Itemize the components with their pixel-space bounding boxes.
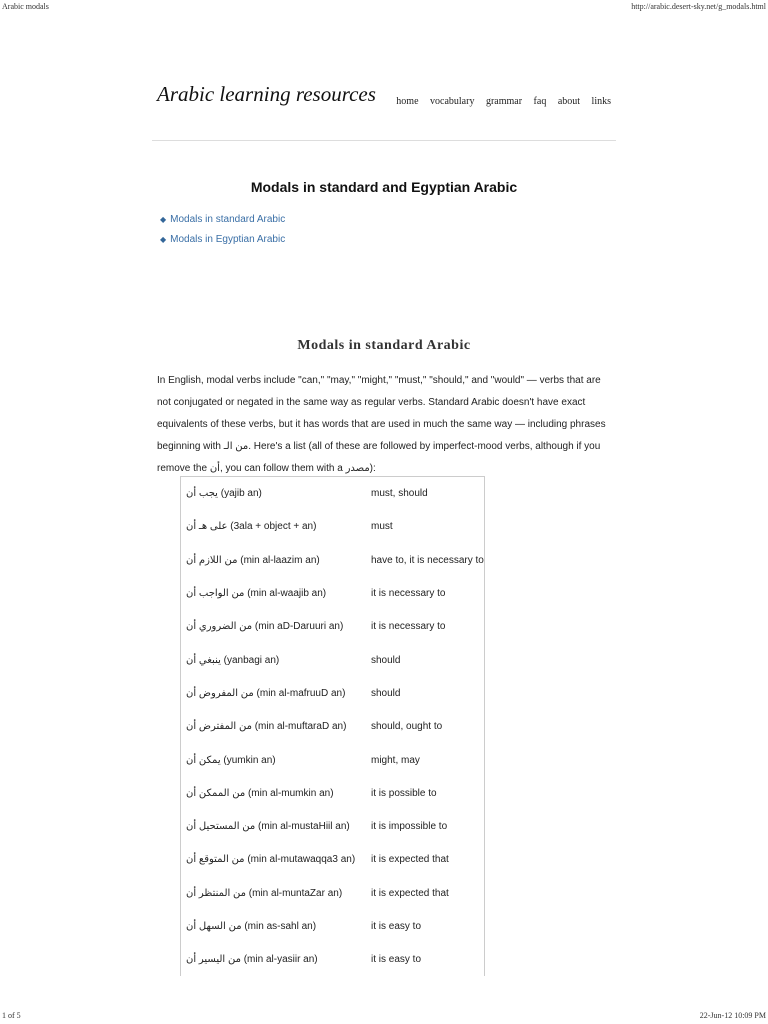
toc-item <box>160 214 285 225</box>
modal-phrase: على هـ أن (3ala + object + an) <box>186 521 317 533</box>
table-row <box>181 610 485 643</box>
table-row <box>181 777 485 810</box>
modal-meaning: have to, it is necessary to <box>371 554 484 566</box>
modal-phrase: ينبغي أن (yanbagi an) <box>186 654 280 666</box>
main-nav <box>387 96 611 107</box>
modal-phrase: من المتوقع أن (min al-mutawaqqa3 an) <box>186 854 356 866</box>
site-title[interactable]: Arabic learning resources <box>157 82 376 106</box>
print-datetime: 22-Jun-12 10:09 PM <box>699 1011 766 1020</box>
diamond-bullet-icon: ◆ <box>160 215 167 224</box>
modal-meaning: might, may <box>371 754 420 766</box>
table-row <box>181 577 485 610</box>
intro-paragraph: In English, modal verbs include "can," "may," "might," "must," "should," and "would" — verbs that are not conjugated or negated in the same way as regular verbs. Standard Arabic doesn't have exact equivalents of these verbs, but it has words that are used in much the same way — including phrases beginning with من الـ. Here's a list (all of these are followed by imperfect-mood verbs, although if you remove the أن, you can follow them with a مصدر): <box>157 375 606 474</box>
modal-meaning: should, ought to <box>371 721 443 733</box>
modal-meaning: should <box>371 654 401 666</box>
modal-phrase: من الضروري أن (min aD-Daruuri an) <box>186 621 344 633</box>
table-row <box>181 910 485 943</box>
nav-links[interactable]: links <box>591 96 611 107</box>
modal-phrase: من المفترض أن (min al-muftaraD an) <box>186 721 347 733</box>
modal-phrase: يجب أن (yajib an) <box>186 488 262 500</box>
modal-meaning: it is necessary to <box>371 621 446 633</box>
modal-meaning: must, should <box>371 488 428 500</box>
table-row <box>181 877 485 910</box>
print-page-url: http://arabic.desert-sky.net/g_modals.html <box>631 2 766 11</box>
modal-meaning: it is expected that <box>371 854 449 866</box>
modal-meaning: it is easy to <box>371 954 422 966</box>
toc-item <box>160 234 285 245</box>
section-heading: Modals in standard Arabic <box>297 337 471 353</box>
nav-about[interactable]: about <box>557 96 581 107</box>
table-row <box>181 477 485 511</box>
modal-phrase: من المنتظر أن (min al-muntaZar an) <box>186 887 343 899</box>
modal-meaning: it is easy to <box>371 921 422 932</box>
print-page-number: 1 of 5 <box>2 1011 21 1020</box>
diamond-bullet-icon: ◆ <box>160 235 167 244</box>
modal-phrase: يمكن أن (yumkin an) <box>186 754 276 766</box>
nav-faq[interactable]: faq <box>533 96 547 107</box>
modal-meaning: must <box>371 521 393 533</box>
modal-phrase: من الممكن أن (min al-mumkin an) <box>186 787 334 799</box>
modal-meaning: it is expected that <box>371 887 449 899</box>
nav-grammar[interactable]: grammar <box>485 96 523 107</box>
modal-phrase: من المستحيل أن (min al-mustaHiil an) <box>186 821 350 833</box>
nav-vocabulary[interactable]: vocabulary <box>430 96 475 107</box>
modal-meaning: it is necessary to <box>371 588 446 600</box>
modal-phrase: من اللازم أن (min al-laazim an) <box>186 554 320 566</box>
table-row <box>181 643 485 676</box>
modal-meaning: should <box>371 687 401 699</box>
modal-phrase: من السهل أن (min as-sahl an) <box>186 921 317 932</box>
table-row <box>181 710 485 743</box>
table-row <box>181 743 485 776</box>
table-row <box>181 544 485 577</box>
modal-meaning: it is possible to <box>371 787 437 799</box>
modal-phrase: من اليسير أن (min al-yasiir an) <box>186 954 318 966</box>
toc-link-standard-arabic[interactable]: Modals in standard Arabic <box>170 214 286 225</box>
nav-home[interactable]: home <box>396 96 419 107</box>
print-page-title: Arabic modals <box>2 2 49 11</box>
table-of-contents <box>160 214 285 254</box>
modals-table <box>180 476 485 976</box>
table-row <box>181 843 485 876</box>
table-row <box>181 810 485 843</box>
table-row <box>181 943 485 976</box>
modal-phrase: من المفروض أن (min al-mafruuD an) <box>186 687 346 699</box>
modal-meaning: it is impossible to <box>371 821 448 833</box>
table-row <box>181 677 485 710</box>
toc-link-egyptian-arabic[interactable]: Modals in Egyptian Arabic <box>170 234 286 245</box>
modal-phrase: من الواجب أن (min al-waajib an) <box>186 588 327 600</box>
table-row <box>181 510 485 543</box>
page-title: Modals in standard and Egyptian Arabic <box>250 179 518 196</box>
header-divider <box>152 140 616 141</box>
